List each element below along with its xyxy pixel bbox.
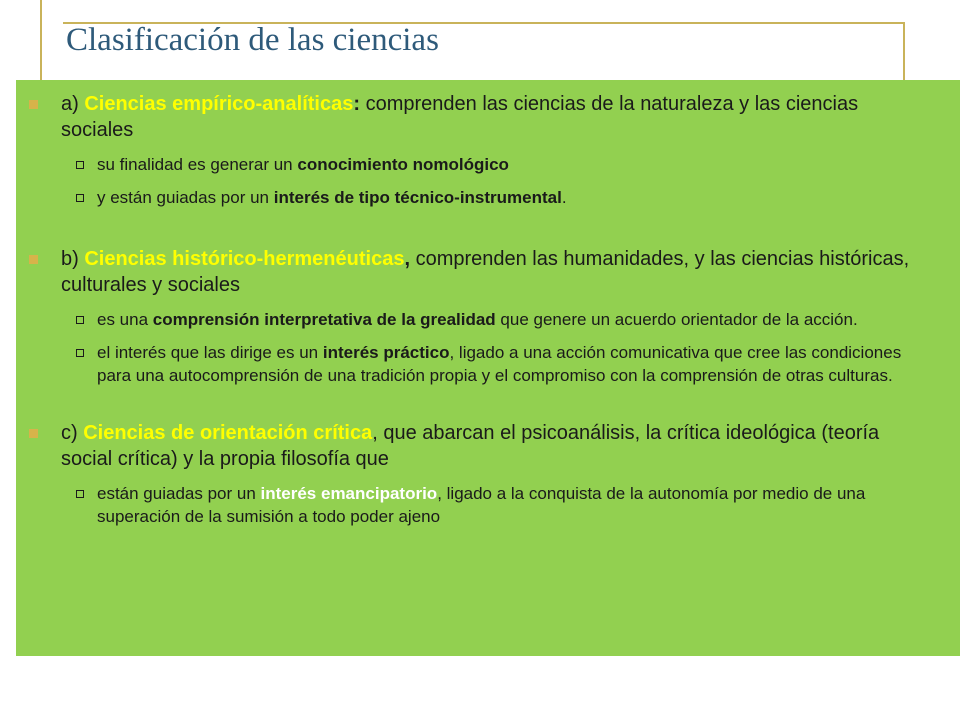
subitem-bold: comprensión interpretativa de la grealidad: [152, 310, 496, 329]
square-bullet-icon: [29, 429, 38, 438]
section-a-term: Ciencias empírico-analíticas: [84, 93, 354, 115]
subitem-bold: interés de tipo técnico-instrumental: [273, 188, 562, 207]
hollow-square-bullet-icon: [76, 194, 84, 202]
section-c-text: , que abarcan el psicoanálisis, la crítica ideológica (teoría social crítica) y la propia filosofía que: [61, 422, 880, 470]
section-a-text: comprenden las ciencias de la naturaleza y las ciencias sociales: [61, 93, 859, 141]
section-a: [61, 91, 920, 143]
subitem-text: el interés que las dirige es un: [97, 343, 323, 362]
section-c: [61, 420, 920, 472]
section-b-term: Ciencias histórico-hermenéuticas: [84, 248, 405, 270]
section-b-text: comprenden las humanidades, y las ciencias históricas, culturales y sociales: [61, 248, 910, 296]
section-b-prefix: b): [61, 248, 85, 270]
content-panel: [16, 80, 960, 656]
section-b-subitem-1: [97, 308, 915, 331]
subitem-bold: interés práctico: [322, 343, 450, 362]
hollow-square-bullet-icon: [76, 490, 84, 498]
section-b-subitem-2: [97, 341, 915, 387]
section-a-prefix: a): [61, 93, 85, 115]
subitem-highlight: interés emancipatorio: [260, 484, 438, 503]
subitem-text: es una: [97, 310, 153, 329]
hollow-square-bullet-icon: [76, 349, 84, 357]
section-c-subitem-1: [97, 482, 915, 528]
hollow-square-bullet-icon: [76, 161, 84, 169]
subitem-text: y están guiadas por un: [97, 188, 274, 207]
section-c-term: Ciencias de orientación crítica: [83, 422, 373, 444]
subitem-text: su finalidad es generar un: [97, 155, 298, 174]
section-b: [61, 246, 920, 298]
square-bullet-icon: [29, 100, 38, 109]
subitem-text-end: , ligado a la conquista de la autonomía por medio de una superación de la sumisión a todo poder ajeno: [97, 484, 866, 526]
subitem-bold: conocimiento nomológico: [297, 155, 509, 174]
subitem-text-end: .: [561, 188, 567, 207]
subitem-text-end: que genere un acuerdo orientador de la acción.: [495, 310, 858, 329]
hollow-square-bullet-icon: [76, 316, 84, 324]
subitem-text: están guiadas por un: [97, 484, 261, 503]
title-right-rule: [903, 22, 905, 80]
section-b-sep: ,: [404, 248, 411, 270]
title-left-rule: [40, 0, 42, 80]
section-a-sep: :: [353, 93, 361, 115]
square-bullet-icon: [29, 255, 38, 264]
slide-title: Clasificación de las ciencias: [66, 22, 439, 58]
section-a-subitem-1: [97, 153, 915, 176]
subitem-text-end: , ligado a una acción comunicativa que cree las condiciones para una autocomprensión de una tradición propia y el compromiso con la comprensión de otras culturas.: [97, 343, 902, 385]
section-a-subitem-2: [97, 186, 915, 209]
section-c-prefix: c): [61, 422, 84, 444]
